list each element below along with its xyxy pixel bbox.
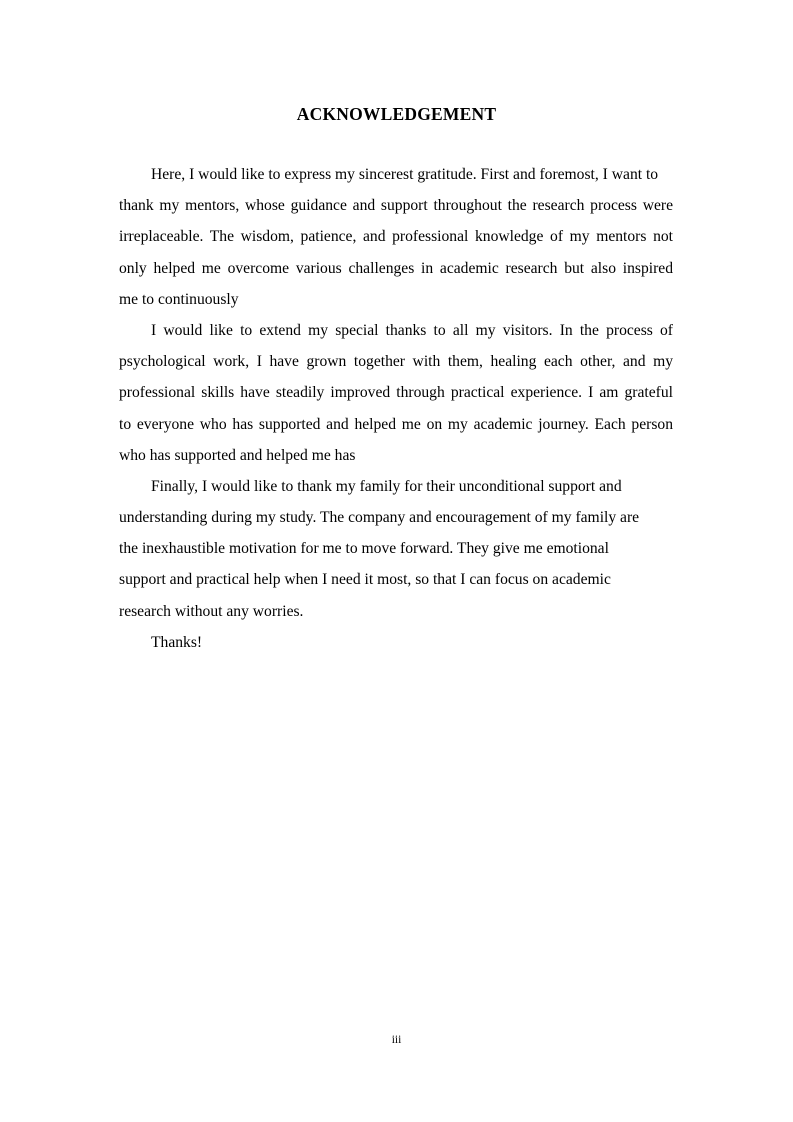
text-line: me to continuously — [119, 290, 239, 308]
paragraph-family — [119, 471, 673, 627]
page-number: iii — [391, 1034, 402, 1046]
paragraph-thanks — [119, 627, 673, 658]
text-line: only helped me overcome various challenges in academic research but also inspired — [119, 259, 673, 277]
text-line: the inexhaustible motivation for me to move forward. They give me emotional — [119, 540, 609, 558]
page-title: ACKNOWLEDGEMENT — [296, 104, 497, 124]
text-line: psychological work, I have grown together with them, healing each other, and my — [119, 353, 673, 371]
paragraph-visitors — [119, 315, 673, 471]
text-line: support and practical help when I need it most, so that I can focus on academic — [119, 571, 611, 589]
text-line: research without any worries. — [119, 602, 304, 620]
text-line: to everyone who has supported and helped me on my academic journey. Each person — [119, 415, 673, 433]
text-line: who has supported and helped me has — [119, 446, 356, 464]
text-line: I would like to extend my special thanks to all my visitors. In the process of — [151, 321, 673, 339]
paragraph-mentors — [119, 159, 673, 315]
text-line: Here, I would like to express my sincerest gratitude. First and foremost, I want to — [151, 166, 659, 183]
text-line: thank my mentors, whose guidance and support throughout the research process were — [119, 197, 673, 215]
text-line: irreplaceable. The wisdom, patience, and professional knowledge of my mentors not — [119, 228, 673, 246]
acknowledgement-body — [119, 159, 673, 658]
text-line: Thanks! — [151, 633, 203, 651]
text-line: understanding during my study. The company and encouragement of my family are — [119, 509, 640, 527]
text-line: Finally, I would like to thank my family for their unconditional support and — [151, 477, 622, 495]
text-line: professional skills have steadily improved through practical experience. I am grateful — [119, 384, 673, 402]
